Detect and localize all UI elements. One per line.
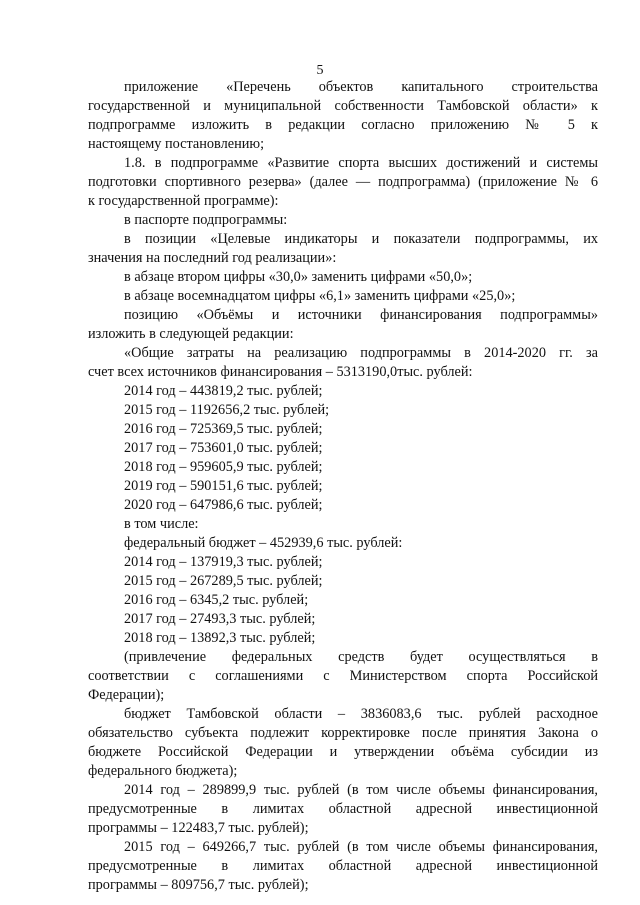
text-line: в паспорте подпрограммы:: [124, 212, 288, 228]
page-number: 5: [316, 63, 324, 78]
text-line: 2015 год – 1192656,2 тыс. рублей;: [124, 402, 330, 418]
text-line: (привлечение федеральных средств будет осуществляться в: [124, 649, 598, 665]
text-line: предусмотренные в лимитах областной адресной инвестиционной: [88, 858, 598, 874]
text-line: 1.8. в подпрограмме «Развитие спорта высших достижений и системы: [124, 155, 598, 171]
text-line: 2017 год – 27493,3 тыс. рублей;: [124, 611, 316, 627]
text-line: 2014 год – 289899,9 тыс. рублей (в том числе объемы финансирования,: [124, 782, 598, 798]
text-line: государственной и муниципальной собственности Тамбовской области» к: [88, 98, 598, 114]
text-line: в том числе:: [124, 516, 199, 532]
text-line: изложить в следующей редакции:: [88, 326, 294, 342]
text-line: 2016 год – 725369,5 тыс. рублей;: [124, 421, 323, 437]
text-line: в абзаце втором цифры «30,0» заменить цифрами «50,0»;: [124, 269, 473, 285]
text-line: в позиции «Целевые индикаторы и показатели подпрограммы, их: [124, 231, 598, 247]
text-line: 2015 год – 267289,5 тыс. рублей;: [124, 573, 323, 589]
text-line: «Общие затраты на реализацию подпрограммы в 2014-2020 гг. за: [124, 345, 598, 361]
text-line: приложение «Перечень объектов капитального строительства: [124, 79, 598, 95]
text-line: Федерации);: [88, 687, 165, 703]
text-line: счет всех источников финансирования – 5313190,0тыс. рублей:: [88, 364, 473, 380]
text-line: 2016 год – 6345,2 тыс. рублей;: [124, 592, 309, 608]
text-line: 2014 год – 443819,2 тыс. рублей;: [124, 383, 323, 399]
text-line: позицию «Объёмы и источники финансирования подпрограммы»: [124, 307, 598, 323]
text-line: 2017 год – 753601,0 тыс. рублей;: [124, 440, 323, 456]
text-line: 2020 год – 647986,6 тыс. рублей;: [124, 497, 323, 513]
document-body: [88, 78, 598, 895]
text-line: 2018 год – 959605,9 тыс. рублей;: [124, 459, 323, 475]
text-line: программы – 809756,7 тыс. рублей);: [88, 877, 309, 893]
text-line: предусмотренные в лимитах областной адресной инвестиционной: [88, 801, 598, 817]
text-line: 2014 год – 137919,3 тыс. рублей;: [124, 554, 323, 570]
text-line: 2015 год – 649266,7 тыс. рублей (в том числе объемы финансирования,: [124, 839, 598, 855]
text-line: значения на последний год реализации»:: [88, 250, 337, 266]
text-line: программы – 122483,7 тыс. рублей);: [88, 820, 309, 836]
text-line: подпрограмме изложить в редакции согласно приложению № 5 к: [88, 117, 598, 133]
text-line: подготовки спортивного резерва» (далее — подпрограмма) (приложение № 6: [88, 174, 598, 190]
text-line: соответствии с соглашениями с Министерством спорта Российской: [88, 668, 598, 684]
text-line: в абзаце восемнадцатом цифры «6,1» заменить цифрами «25,0»;: [124, 288, 516, 304]
text-line: настоящему постановлению;: [88, 136, 265, 152]
text-line: бюджете Российской Федерации и утверждении объёма субсидии из: [88, 744, 598, 760]
text-line: 2018 год – 13892,3 тыс. рублей;: [124, 630, 316, 646]
text-line: 2019 год – 590151,6 тыс. рублей;: [124, 478, 323, 494]
text-line: к государственной программе):: [88, 193, 279, 209]
text-line: обязательство субъекта подлежит корректировке после принятия Закона о: [88, 725, 598, 741]
text-line: федерального бюджета);: [88, 763, 238, 779]
text-line: бюджет Тамбовской области – 3836083,6 тыс. рублей расходное: [124, 706, 598, 722]
text-line: федеральный бюджет – 452939,6 тыс. рублей:: [124, 535, 403, 551]
